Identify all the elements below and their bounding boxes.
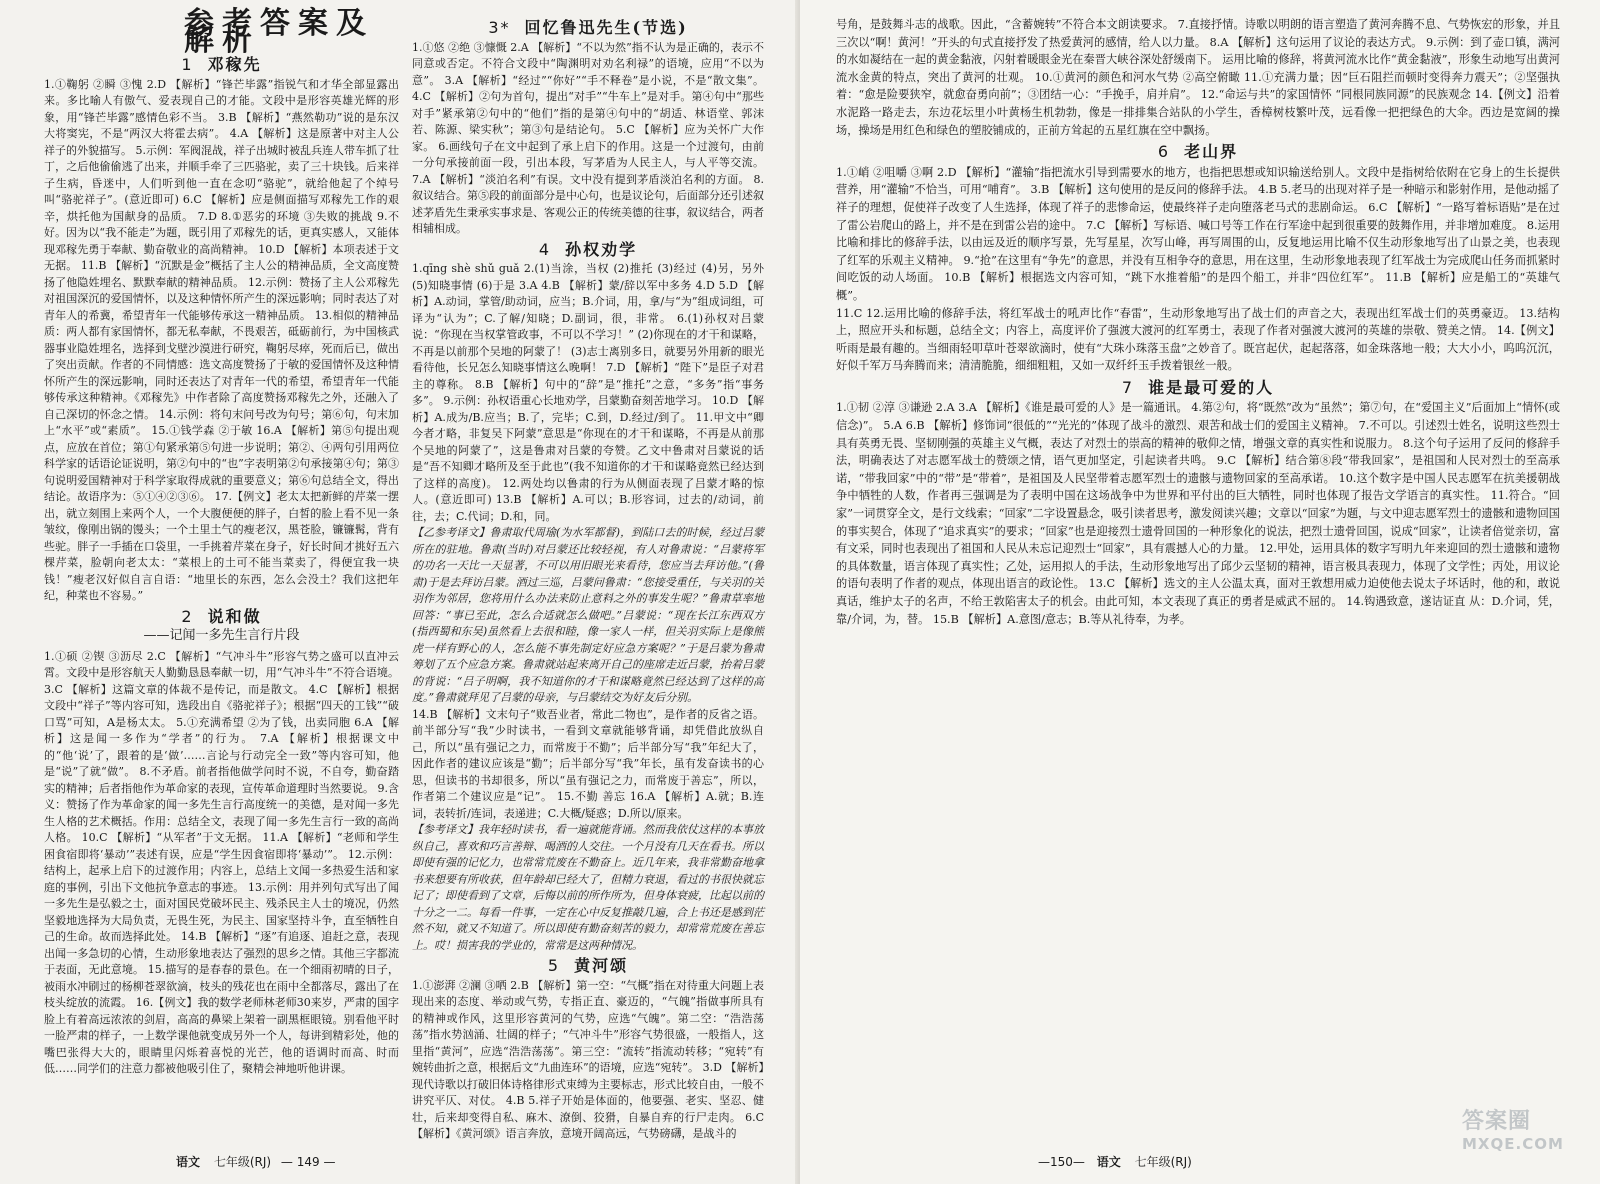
section-heading	[44, 606, 399, 626]
section-heading	[412, 239, 764, 259]
answer-paragraph: 号角，是鼓舞斗志的战歌。因此，“含蓄婉转”不符合本文朗读要求。 7.直接抒情。诗歌以明朗的语言塑造了黄河奔腾不息、气势恢宏的形象，并且三次以“啊！黄河！”开头的句式直接抒发了热爱黄河的感情，给人以力量。 8.A 【解析】这句运用了议论的表达方式。 9.示例：到了壶口镇，满河的水如凝结在一起的黄金黏液，闪射着暖眼金光在秦晋大峡谷深处舒缓南下。 运用比喻的修辞，将黄河流水比作“黄金黏液”，形象生动地写出黄河流水金黄的特点，突出了黄河的壮观。 10.①黄河的颜色和河水气势 ②高空俯瞰 11.①充满力量；因“巨石阻拦而顿时变得奔力震天”；②坚强执着：“愈是险要狭窄，就愈奋勇向前”；③团结一心：“手挽手，肩并肩”。 12.“命运与共”的家国情怀 “同根同族同源”的民族观念 14.【例文】沿着水泥路一路走去，东边花坛里小叶黄杨生机勃勃，像是一排排集合站队的小学生，香樟树枝繁叶茂，远看像一把把绿色的大伞。西边是宽阔的操场，操场是用红色和绿色的塑胶铺成的，正前方耸起的五星红旗在空中飘扬。	[836, 18, 1560, 137]
section-heading	[836, 143, 1560, 161]
answer-paragraph: 1.①峭 ②咀嚼 ③啊 2.D 【解析】“灌输”指把流水引导到需要水的地方，也指把思想或知识输送给别人。文段中是指树给依附在它身上的生长提供营养，用“灌输”不恰当，可用“哺育”。 3.B 【解析】这句使用的是反问的修辞手法。 4.B 5.老马的出现对祥子是一种暗示和影射作用，是他动摇了祥子的理想，促使祥子改变了人生选择，体现了祥子的悲惨命运，使最终祥子走向堕落老马式的悲剧命运。 6.C 【解析】“一路写着标语贴”是在过了雷公岩爬山的路上，并不是在到雷公岩的途中。 7.C 【解析】写标语、喊口号等工作在行军途中起到很重要的鼓舞作用，并非增加难度。 8.运用比喻和排比的修辞手法，以由远及近的顺序写景，先写星星，次写山峰，再写周围的山，反复地运用比喻不仅生动形象地写出了山景之美，也表现了红军的乐观主义精神。 9.“抢”在这里有“争先”的意思，并没有互相争夺的意思，用在这里，生动形象地表现了红军战士为完成爬山任务而抓紧时间吃饭的动人场面。 10.B 【解析】根据选文内容可知，“跳下水推着船”的是四个船工，并非“四位红军”。 11.B 【解析】应是船工的“英雄气概”。	[836, 165, 1560, 302]
section-number: 6	[1157, 142, 1171, 162]
page-title: 参考答案及解析	[184, 6, 374, 58]
section-title: 孙权劝学	[565, 239, 638, 259]
right-page	[800, 0, 1600, 1184]
answer-paragraph: 1.①硕 ②锲 ③沥尽 2.C 【解析】“气冲斗牛”形容气势之盛可以直冲云霄。文段中是形容航天人勤勤恳恳奉献一切，用“气冲斗牛”不符合语境。 3.C 【解析】这篇文章的体裁不是传记，而是散文。 4.C 【解析】根据文段中“祥子”等内容可知，选段出自《骆驼祥子》；根据“四天的工钱”“破口骂”可知，A是杨太太。 5.①充满希望 ②为了钱，出卖同胞 6.A 【解析】这是闻一多作为“学者”的行为。 7.A 【解析】根据课文中的“他‘说’了，跟着的是‘做’……言论与行动完全一致”等内容可知，他是“说”了就“做”。 8.不矛盾。前者指他做学问时不说，不自夸，勤奋踏实的精神；后者指他作为革命家的表现，宣传革命道理时当然要说。 9.含义：赞扬了作为革命家的闻一多先生言行高度统一的美德，是对闻一多先生人格的艺术概括。作用：总结全文，表现了闻一多先生言行一致的高尚人格。 10.C 【解析】“从军者”于文无据。 11.A 【解析】“老师和学生困食宿即将‘暴动’”表述有误，应是“学生因食宿即将‘暴动’”。 12.示例：结构上，起承上启下的过渡作用；内容上，总结上文闻一多热爱生活和家庭的事例，引出下文他抗争意志的事迹。 13.示例：用并列句式写出了闻一多先生是弘毅之士，面对国民党破坏民主、残杀民主人士的境况，仍然坚毅地选择为大局负责，无畏生死，为民主、国家坚持斗争，直至牺牲自己的生命。故而选择此处。 14.B 【解析】“逐”有追逐、追赶之意，表现出闻一多急切的心情，生动形象地表达了强烈的思乡之情。其他三字都流于表面，无此意境。 15.描写的是春春的景色。在一个细雨初晴的日子，被雨水冲刷过的杨柳苍翠欲滴，枝头的残花也在雨中全都落尽，露出了在枝头绽放的流霞。 16.【例文】我的数学老师林老师30来岁，严肃的国字脸上有着高远浓浓的剑眉，高高的鼻梁上架着一副黑框眼镜。别看他平时一脸严肃的样子，一上数学课他就变成另外一个人，每讲到精彩处，他的嘴巴张得大大的，眼睛里闪烁着喜悦的光芒，他的语调时而高、时而低……同学们的注意力都被他吸引住了，聚精会神地听他讲课。	[44, 649, 399, 1075]
section-number: 7	[1121, 377, 1135, 397]
footer-grade: 七年级(RJ)	[1134, 1155, 1192, 1169]
answer-paragraph: 14.B 【解析】文末句子“败吾业者，常此二物也”，是作者的反省之语。前半部分写“我”少时读书，一看到文章就能够背诵，却凭借此放纵自己，所以“虽有强记之力，而常废于不勤”；后半部分写“我”年纪大了，因此作者的建议应该是“勤”；后半部分写“我”年长，虽有发奋读书的心思，但读书的书却很多，所以“虽有强记之力，而常废于善忘”，所以，作者第二个建议应是“记”。 15.不勤 善忘 16.A 【解析】A.就；B.连词，表转折/连词，表递进；C.大概/疑惑；D.所以/原来。	[412, 707, 764, 820]
answer-paragraph: 1.①悠 ②绝 ③慷慨 2.A 【解析】“不以为然”指不认为是正确的，表示不同意或否定。不符合文段中“陶渊明对劝名利禄”的语境，应用“不以为意”。 3.A 【解析】“经过”“你好”“手不释卷”是小说，不是“散文集”。 4.C 【解析】②句为首句，提出“对手”“牛车上”是对手。第④句中“那些对手”紧承第②句中的“他们”指的是第④句中的“胡适、林语堂、郭沫若、陈源、梁实秋”；第③句是结论句。 5.C 【解析】应为关怀广大作家。 6.画线句子在文中起到了承上启下的作用。这是一个过渡句，由前一分句承接前面一段，引出本段，写茅盾为人民主人，与人平等交流。 7.A 【解析】“淡泊名利”有误。文中没有提到茅盾淡泊名利的方面。 8.叙议结合。第⑤段的前面部分是中心句，也是议论句，后面部分还引述叙述茅盾先生秉承实事求是、客观公正的传统美德的往事，叙议结合，两者相辅相成。	[412, 40, 764, 235]
footer-grade: 七年级(RJ)	[213, 1155, 272, 1169]
section-number: 5	[547, 956, 561, 975]
watermark-logo	[1462, 1104, 1582, 1174]
footer-page-number: —150—	[1038, 1155, 1085, 1169]
section-title: 邓稼先	[207, 55, 262, 74]
translation-paragraph: 【乙参考译文】鲁肃取代周瑜(为水军都督)，到陆口去的时候，经过吕蒙所在的驻地。鲁肃(当时)对吕蒙还比较轻视，有人对鲁肃说：“吕蒙将军的功名一天比一天显著，不可以用旧眼光来看待，您应当去拜访他。”(鲁肃)于是去拜访吕蒙。酒过三巡，吕蒙问鲁肃：“您接受重任，与关羽的关羽作为邻居，您将用什么办法来防止意料之外的事发生呢？”鲁肃草率地回答：“事已至此，怎么合适就怎么做吧。”吕蒙说：“现在长江东西双方(指西蜀和东吴)虽然看上去很和睦，像一家人一样，但关羽实际上是像熊虎一样有野心的人，怎么能不事先制定好应急方案呢？”于是吕蒙为鲁肃筹划了五个应急方案。鲁肃就站起来离开自己的座席走近吕蒙，抬着吕蒙的背说：“吕子明啊，我不知道你的才干和谋略竟然已经达到了这样的高度。”鲁肃就拜见了吕蒙的母亲，与吕蒙结交为好友后分别。	[412, 526, 764, 704]
section-title: 老山界	[1184, 142, 1239, 162]
answer-paragraph: 1.①鞠躬 ②瞬 ③愧 2.D 【解析】“锋芒毕露”指锐气和才华全部显露出来。多比喻人有傲气、爱表现自己的才能。文段中是形容英雄光辉的形象，用“锋芒毕露”感情色彩不当。 3.B 【解析】“燕然勒功”说的是东汉大将窦宪，不是“两汉大将霍去病”。 4.A 【解析】这是原著中对主人公祥子的外貌描写。 5.示例：军阀混战，祥子出城时被乱兵连人带车抓了壮丁，之后他偷偷逃了出来，并顺手牵了三匹骆驼，卖了三十块钱。后来祥子生病，昏迷中，人们听到他一直在念叨“骆驼”，就给他起了个绰号叫“骆驼祥子”。(意近即可) 6.C 【解析】应是侧面描写邓稼先工作的艰辛，烘托他为国献身的品质。 7.D 8.①恶劣的环境 ③失败的挑战 9.不好。因为以“我不能走”为题，既引用了邓稼先的话，更真实感人，又能体现邓稼先勇于奉献、勤奋敬业的高尚精神。 10.D 【解析】本项表述于文无据。 11.B 【解析】“沉默是金”概括了主人公的精神品质，全文高度赞扬了他隐姓埋名、默默奉献的精神品质。 12.示例：赞扬了主人公邓稼先对祖国深沉的爱国情怀，以及这种情怀所产生的深远影响；同时表达了对青年人的希冀，希望青年一代能够传承这一精神品质。 13.相似的精神品质：两人都有家国情怀，都无私奉献，不畏艰苦，砥砺前行，为中国核武器事业隐姓埋名，选择到戈壁沙漠进行研究，鞠躬尽瘁，死而后已，做出了突出贡献。作者的不同情感：选文高度赞扬了于敏的爱国情怀及这种情怀所产生的深远影响，同时还表达了对青年一代的希望，希望青年一代能够传承这种精神。《邓稼先》中作者除了高度赞扬邓稼先之外，还融入了自己深切的怀念之情。 14.示例：将句末问号改为句号；第⑥句，句末加上“水平”或“素质”。 15.①钱学森 ②于敏 16.A 【解析】第⑤句提出观点，应放在首位；第①句紧承第⑤句进一步说明；第②、④两句引用两位科学家的话语论证说明，第②句中的“也”字表明第②句承接第④句；第③句说明爱国精神对于科学家取得成就的重要意义；第⑥句总结全文，得出结论。故语序为：⑤①④②③⑥。 17.【例文】老太太把新鲜的芹菜一摆出，就立刻围上来两个人，一个大腹便便的胖子，白皙的脸上看不见一条皱纹，像刚出锅的馒头；一个土里土气的瘦老汉，黑苍脸，镰镰髯，背有些驼。胖子一手插在口袋里，一手挑着芹菜在身子，好长时间才挑好五六棵芹菜，脸朝向老太太：“菜根上的土可不能当菜卖了，得便宜我一块钱！”瘦老汉好似自言自语：“地里长的东西，怎么会没土？我们这把年纪，种菜也不容易。”	[44, 77, 399, 602]
section-number: 2	[181, 606, 194, 626]
watermark-url: MXQE.COM	[1462, 1135, 1564, 1153]
translation-paragraph: 【参考译文】我年轻时读书，看一遍就能背诵。然而我依仗这样的本事放纵自己，喜欢和巧言善辩、喝酒的人交往。一个月没有几天在看书。所以即使有强的记忆力，也常常荒废在不勤奋上。近几年来，我非常勤奋地拿书来想要有所收获，但年龄却已经大了，但精力衰退，看过的书很快就忘记了；即使看到了文章，后悔以前的所作所为，但身体衰疲，比起以前的十分之一二。每看一件事，一定在心中反复推敲几遍，合上书还是感到茫然不知，就又不知道了。所以即使有勤奋刻苦的毅力，却常常荒废在善忘上。哎！损害我的学业的，常常是这两种情况。	[412, 823, 764, 952]
answer-paragraph: 11.C 12.运用比喻的修辞手法，将红军战士的吼声比作“春雷”，生动形象地写出了战士们的声音之大，表现出红军战士们的英勇豪迈。 13.结构上，照应开头和标题，总结全文；内容上，高度评价了强渡大渡河的红军勇士，表现了作者对强渡大渡河的英雄的崇敬、赞美之情。 14.【例文】听雨是最有趣的。当细雨轻叩草叶苍翠欲滴时，使有“大珠小珠落玉盘”之妙音了。既宫起伏，起起落落，如金珠落地一般；大大小小，呜呜沉沉，好似千军万马奔腾而来；清清脆脆，细细粗粗，又如一双纤纤玉手拨着银丝一般。	[836, 306, 1560, 373]
left-column-2	[412, 16, 764, 1143]
right-column	[836, 16, 1560, 628]
section-title: 黄河颂	[574, 956, 629, 975]
section-title: 谁是最可爱的人	[1148, 377, 1275, 397]
section-title: 回忆鲁迅先生(节选)	[524, 18, 688, 37]
section-subtitle: ——记闻一多先生言行片段	[143, 628, 300, 643]
section-number: 4	[538, 239, 552, 259]
answer-paragraph: 1.qīng shè shǔ guǎ 2.(1)当涂，当权 (2)推托 (3)经过 (4)另，另外 (5)知晓事情 (6)于是 3.A 4.B 【解析】蒙/辞以军中多务 4.D 5.D 【解析】A.动词，掌管/助动词，应当；B.介词，用，拿/与“为”组成词组，可译为“认为”；C.了解/知晓；D.副词，很，非常。 6.(1)孙权对吕蒙说：“你现在当权掌管政事，不可以不学习！” (2)你现在的才干和谋略，不再是以前那个吴地的阿蒙了！ (3)志士离别多日，就要另外用新的眼光看待他，长兄怎么知晓事情这么晚啊！ 7.D 【解析】“陛下”是臣子对君主的尊称。 8.B 【解析】句中的“辞”是“推托”之意，“多务”指“事务多”。 9.示例：孙权语重心长地劝学，吕蒙勤奋刻苦地学习。 10.D 【解析】A.成为/B.应当；B.了，完毕；C.到，D.经过/到了。 11.甲文中“卿今者才略，非复吴下阿蒙”意思是“你现在的才干和谋略，不再是从前那个吴地的阿蒙了”，这是鲁肃对吕蒙的夸赞。乙文中鲁肃对吕蒙说的话是“吾不知卿才略所及至于此也”(我不知道你的才干和谋略竟然已经达到了这样的高度)。 12.两处均以鲁肃的行为从侧面表现了吕蒙才略的惊人。(意近即可) 13.B 【解析】A.可以；B.形容词，过去的/动词，前往，去；C.代词；D.和，同。	[412, 262, 764, 523]
section-number: 3*	[488, 18, 511, 37]
section-heading	[836, 379, 1560, 397]
section-number: 1	[181, 55, 194, 74]
section-heading	[412, 20, 764, 37]
footer-subject: 语文	[1096, 1155, 1121, 1169]
answer-paragraph: 1.①澎湃 ②澜 ③哂 2.B 【解析】第一空：“气概”指在对待重大问题上表现出来的态度、举动或气势，专指正直、豪迈的，“气魄”指做事所具有的精神或作风，这里形容黄河的气势，应选“气魄”。第二空：“浩浩荡荡”指水势汹涌、壮阔的样子；“气冲斗牛”形容气势很盛，一般指人，这里指“黄河”，应选“浩浩荡荡”。第三空：“流转”指流动转移；“宛转”有婉转曲折之意，根据后文“九曲连环”的语境，应选“宛转”。 3.D 【解析】现代诗歌以打破旧体诗格律形式束缚为主要标志，形式比较自由，一般不讲究平仄、对仗。 4.B 5.祥子开始是体面的，他要强、老实、坚忍、健壮，后来却变得自私、麻木、潦倒、狡猾，自暴自弃的行尸走肉。 6.C 【解析】《黄河颂》语言奔放，意境开阔高远，气势磅礴，是战斗的	[412, 978, 764, 1140]
footer-subject: 语文	[176, 1155, 201, 1169]
section-heading	[44, 57, 399, 74]
section-title: 说和做	[207, 606, 262, 626]
left-column-1	[44, 0, 399, 1078]
right-footer	[1038, 1153, 1192, 1170]
footer-page-number: — 149 —	[280, 1155, 336, 1169]
section-heading	[412, 958, 764, 975]
answer-paragraph: 1.①韧 ②淳 ③谦逊 2.A 3.A 【解析】《谁是最可爱的人》是一篇通讯。 4.第②句，将“既然”改为“虽然”；第⑦句，在“爱国主义”后面加上“情怀(或信念)”。 5.A 6.B 【解析】修饰词“很低的”“光光的”体现了战斗的激烈、艰苦和战士们的爱国主义精神。 7.不可以。引述烈士姓名，说明这些烈士具有英勇无畏、坚韧刚强的英雄主义气概，表达了对烈士的崇高的精神的敬仰之情，增强文章的真实性和说服力。 8.这个句子运用了反问的修辞手法，明确表达了对志愿军战士的赞颂之情，语气更加坚定，引起读者共鸣。 9.C 【解析】结合第⑧段“带我回家”，是祖国和人民对烈士的至高承诺，“带我回家”中的“带”是“带着”，是祖国及人民坚带着志愿军烈士的遗骸与遗物回家的至高承诺。 10.这个数字是中国人民志愿军在抗美援朝战争中牺牲的人数，作者再三强调是为了表明中国在这场战争中为世界和平付出的巨大牺牲，同时也体现了报告文学语言的真实性。 11.符合。“回家”一词贯穿全文，是行文线索；“回家”二字设置悬念，吸引读者思考，激发阅读兴趣；文章以“回家”为题，与文中迎志愿军烈士的遗骸和遗物回国的事实契合，体现了“追求真实”的要求；“回家”也是迎接烈士遗骨回国的一种形象化的说法，把烈士遗骨回国，说成“回家”，让读者倍觉亲切，富有文采，同时也表现出了祖国和人民从未忘记迎烈士“回家”，具有震撼人心的力量。 12.甲处，运用具体的数字写明九年来迎回的烈士遗骸和遗物的具体数量，语言体现了真实性；乙处，运用拟人的手法，生动形象地写出了邱少云坚韧的精神，语言极具表现力，体现了文学性；丙处，用议论的语句表明了作者的观点，体现出语言的政论性。 13.C 【解析】选文的主人公温太真，面对王敦想用威力迫使他去说太子坏话时，他的和，敢说真话，维护太子的名声，不给王敦陷害太子的机会。由此可知，本文表现了真正的勇者是威武不屈的。 14.钩遇致意，遂诘证直 从：D.介词，凭，靠/介词，为，替。 15.B 【解析】A.意图/意志；B.等从礼待奉，为孝。	[836, 401, 1560, 626]
watermark-logo-text: 答案圈	[1462, 1109, 1532, 1134]
left-footer	[176, 1153, 335, 1170]
